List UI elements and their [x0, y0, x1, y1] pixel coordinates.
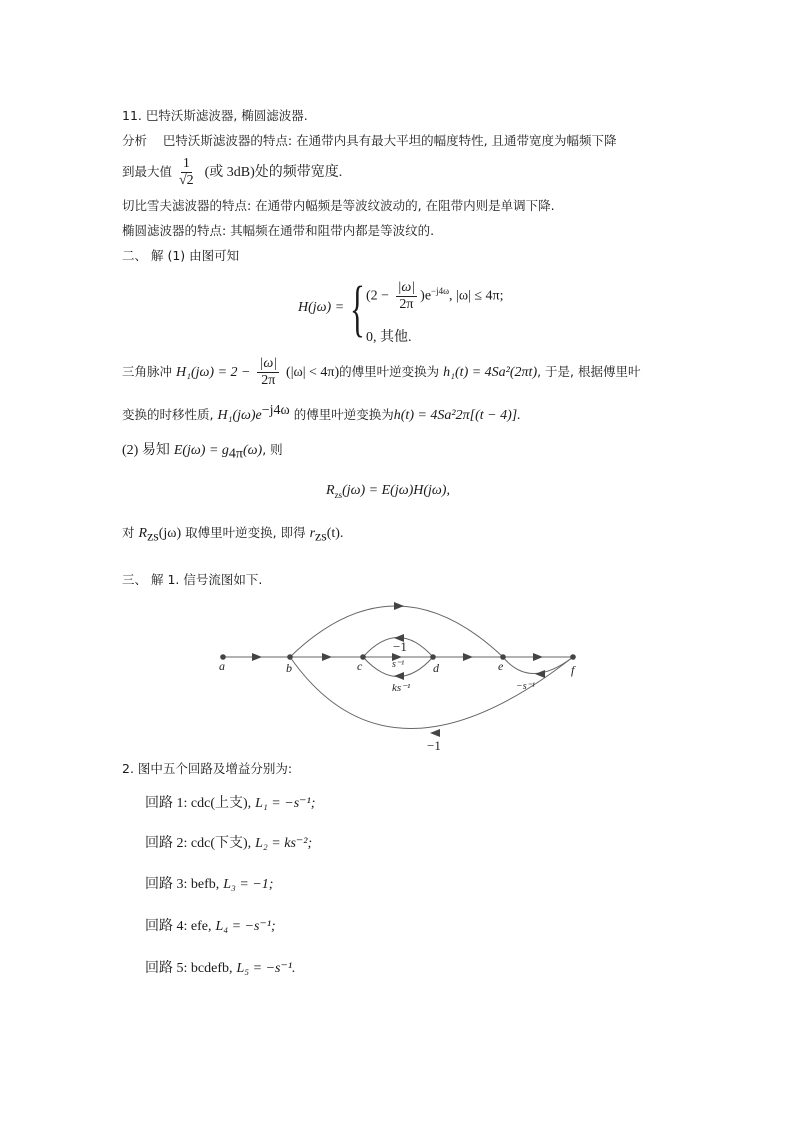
node-label-f: f: [571, 663, 575, 677]
p2-tail: (ω): [243, 443, 263, 458]
node-b: [287, 654, 293, 660]
arrow-de: [463, 653, 473, 661]
formula-H-lhs: H(jω) =: [298, 300, 345, 315]
loop-gain: L₅ = −s⁻¹.: [236, 961, 296, 976]
p2-expr: E(jω) = g: [173, 443, 229, 458]
loop-item-3: [145, 876, 273, 893]
chebyshev-text: 切比雪夫滤波器的特点: 在通带内幅频是等波纹波动的, 在阻带内则是单调下降.: [122, 198, 555, 213]
arrow-fe: [535, 670, 545, 678]
node-label-e: e: [498, 659, 504, 673]
after-frac-text: (或 3dB)处的频带宽度.: [204, 165, 343, 180]
inverse-R: R: [138, 526, 148, 541]
case1-b: )e: [420, 288, 432, 304]
Rzs-rhs: (jω) = E(jω)H(jω),: [342, 483, 450, 498]
tri-den: 2π: [261, 373, 276, 388]
loop-gain: L₄ = −s⁻¹;: [215, 919, 276, 934]
frac-num: 1: [182, 156, 190, 171]
shift-expr: H₁(jω)e: [217, 408, 262, 424]
arrow-ab: [252, 653, 262, 661]
analysis-label: 分析: [122, 133, 148, 148]
node-f: [570, 654, 576, 660]
label-fb: −1: [427, 738, 441, 753]
shift-result: h(t) = 4Sa²2π[(t − 4)].: [393, 408, 521, 424]
inverse-R-sub: zs: [147, 529, 159, 545]
tri-prefix: 三角脉冲: [122, 364, 173, 379]
loop-gain: L₂ = ks⁻²;: [255, 836, 313, 851]
branch-f-b: [290, 657, 573, 729]
loop-item-4: [145, 918, 276, 935]
p2-sub: 4π: [228, 446, 243, 462]
loop-gain: L₃ = −1;: [223, 877, 274, 892]
case1-num: |ω|: [397, 280, 416, 295]
inverse-r: r: [309, 526, 316, 541]
arrow-dc-bottom: [394, 672, 404, 680]
tri-H1: H₁(jω) = 2 −: [176, 365, 251, 380]
loop-name: 回路 4: efe,: [145, 919, 212, 934]
loop-gain: L₁ = −s⁻¹;: [255, 796, 316, 811]
inverse-r-sub: zs: [315, 529, 327, 545]
elliptic-text: 椭圆滤波器的特点: 其幅频在通带和阻带内都是等波纹的.: [122, 223, 435, 238]
arrow-be: [394, 602, 404, 610]
label-cd-mid: s⁻¹: [392, 659, 405, 670]
formula-H-case2: 0, 其他.: [366, 330, 412, 345]
arrow-fb: [430, 729, 440, 737]
case1-den: 2π: [399, 297, 414, 312]
arrow-bc: [322, 653, 332, 661]
case1-cond: , |ω| ≤ 4π;: [449, 288, 504, 304]
butterworth-text: 巴特沃斯滤波器的特点: 在通带内具有最大平坦的幅度特性, 且通带宽度为幅频下降: [162, 133, 617, 148]
left-brace: {: [350, 275, 365, 343]
p2-prefix: (2) 易知: [122, 443, 170, 458]
tri-mid: 的傅里叶逆变换为: [339, 364, 440, 379]
loop-name: 回路 1: cdc(上支),: [145, 796, 252, 811]
tri-h1: h₁(t) = 4Sa²(2πt): [443, 365, 538, 380]
shift-prefix: 变换的时移性质,: [122, 407, 214, 423]
case1-a: (2 −: [366, 288, 390, 304]
frac-den: √2: [179, 173, 194, 188]
inverse-r-tail: (t).: [326, 526, 344, 541]
Rzs-R: R: [326, 483, 335, 498]
loop-name: 回路 3: befb,: [145, 877, 220, 892]
heading-11: 11. 巴特沃斯滤波器, 椭圆滤波器.: [122, 108, 308, 123]
node-label-c: c: [357, 659, 363, 673]
Rzs-sub: zs: [334, 489, 343, 500]
loops-title: 2. 图中五个回路及增益分别为:: [122, 761, 293, 776]
node-label-b: b: [286, 661, 292, 675]
loop-item-2: [145, 835, 312, 852]
loop-item-1: [145, 795, 315, 812]
node-label-a: a: [219, 659, 225, 673]
inverse-mid: 取傅里叶逆变换, 即得: [185, 525, 306, 540]
tri-num: |ω|: [259, 356, 278, 371]
inverse-prefix: 对: [122, 525, 135, 540]
arrow-ef: [533, 653, 543, 661]
loop-name: 回路 5: bcdefb,: [145, 961, 233, 976]
label-cd-top: −1: [393, 639, 407, 654]
loop-name: 回路 2: cdc(下支),: [145, 836, 252, 851]
node-d: [430, 654, 436, 660]
section2-title: 二、 解 (1) 由图可知: [122, 248, 240, 263]
label-cd-bottom: ks⁻¹: [392, 682, 411, 694]
label-fe: −s⁻¹: [516, 681, 535, 692]
inverse-R-tail: (jω): [158, 526, 182, 541]
tri-suffix: , 于是, 根据傅里叶: [537, 364, 641, 379]
tri-cond: (|ω| < 4π): [286, 365, 340, 380]
node-label-d: d: [433, 661, 439, 675]
section3-title: 三、 解 1. 信号流图如下.: [122, 572, 263, 587]
to-max-text: 到最大值: [122, 164, 173, 179]
loop-item-5: [145, 960, 296, 977]
shift-mid: 的傅里叶逆变换为: [293, 407, 394, 423]
p2-suffix: , 则: [262, 442, 283, 457]
case1-exp: −j4ω: [431, 286, 450, 297]
shift-exp: −j4ω: [261, 403, 290, 418]
